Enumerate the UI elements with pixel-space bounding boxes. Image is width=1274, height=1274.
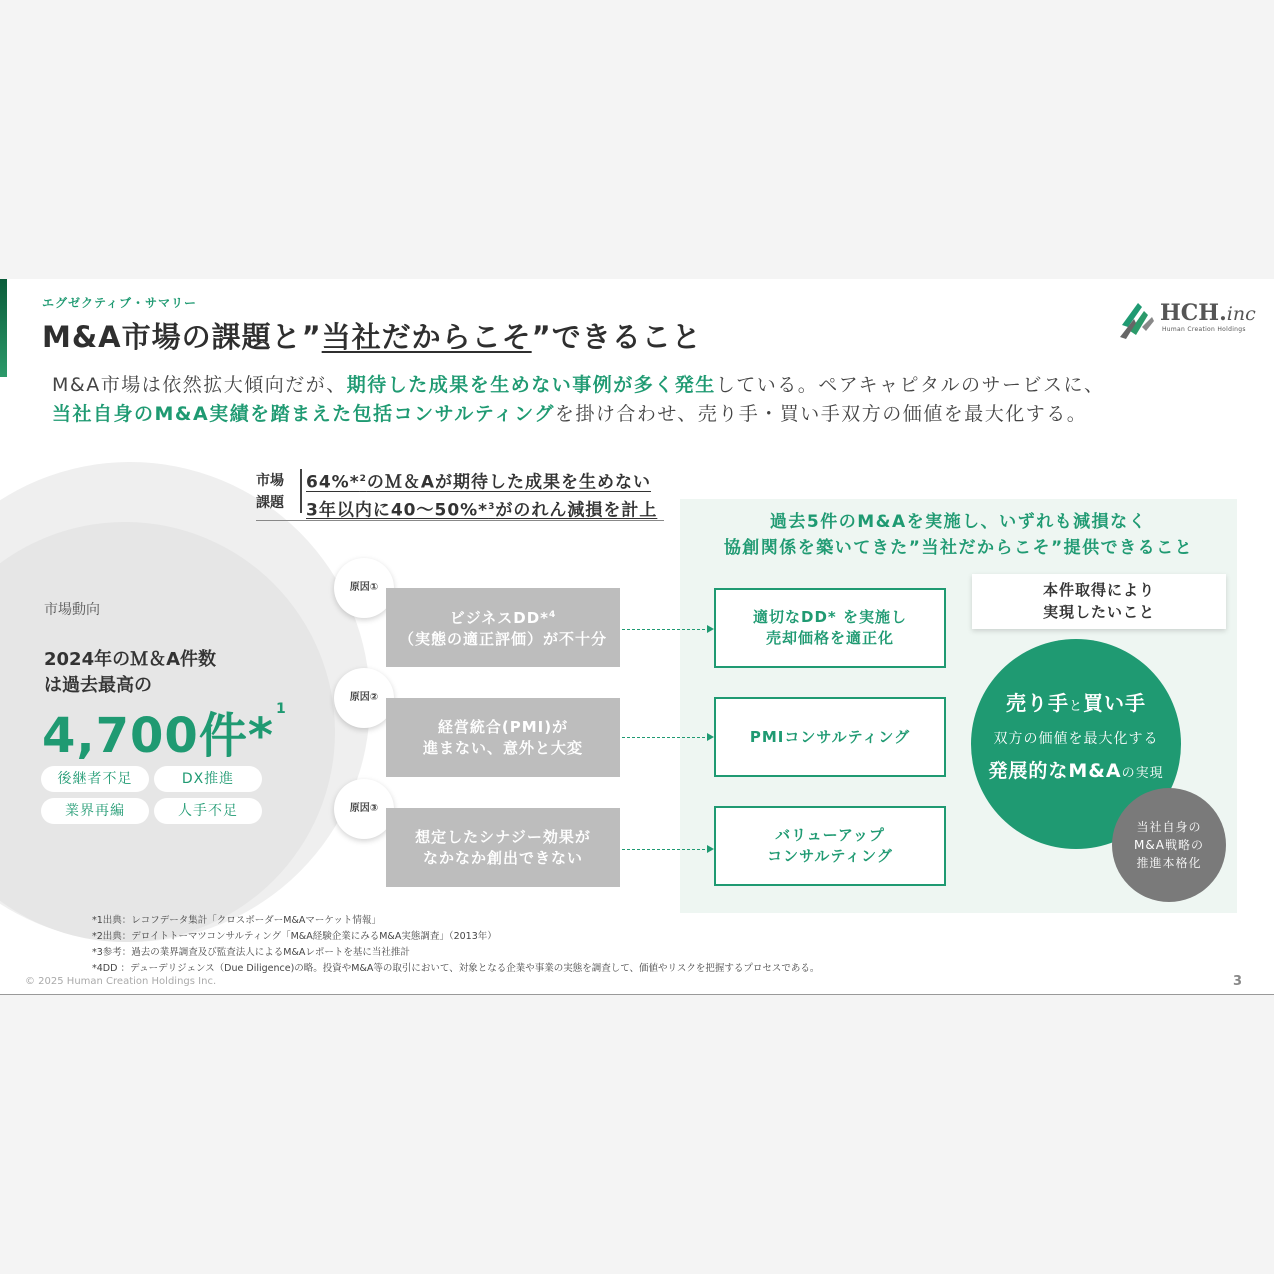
lead-line-2 — [52, 400, 1104, 429]
title-underlined: 当社だからこそ — [321, 320, 532, 354]
cause-2-line-2: 進まない、意外と大変 — [422, 738, 583, 757]
goal-circle-line-2: 双方の価値を最大化する — [993, 731, 1159, 747]
lead-l2-b: を掛け合わせ、売り手・買い手双方の価値を最大化する。 — [554, 403, 1088, 425]
cause-1-line-1 — [386, 605, 620, 629]
logo-name-main: HCH. — [1160, 300, 1227, 326]
cause-1-line-1-text: ビジネスDD* — [449, 609, 550, 627]
issue-label-1: 市場 — [256, 473, 284, 489]
logo-name-suffix: inc — [1226, 303, 1256, 325]
copyright: © 2025 Human Creation Holdings Inc. — [25, 976, 217, 987]
lead-l1-b: している。ペアキャピタルのサービスに、 — [715, 374, 1105, 396]
accent-bar — [0, 279, 7, 377]
solution-heading-1: 過去5件のM&Aを実施し、いずれも減損なく — [769, 512, 1148, 532]
cause-tag-2: 原因② — [334, 668, 394, 728]
title-pre: M&A市場の課題と” — [42, 320, 322, 354]
issue-label — [256, 470, 284, 514]
cause-box-3 — [386, 808, 620, 887]
issue-line-1 — [306, 467, 657, 495]
market-text — [44, 647, 216, 699]
cause-box-2 — [386, 698, 620, 777]
title-post: ”できること — [531, 320, 702, 354]
tag-pill: 人手不足 — [154, 798, 262, 824]
issue-divider — [300, 469, 302, 513]
market-line-1: 2024年のＭ＆A件数 — [44, 649, 217, 670]
lead-l2-highlight: 当社自身のM&A実績を踏まえた包括コンサルティング — [52, 403, 555, 425]
footnotes — [92, 913, 819, 977]
strategy-line-3: 推進本格化 — [1136, 856, 1202, 870]
goal-ma-text: 発展的なM&A — [988, 760, 1122, 782]
strategy-line-2: M&A戦略の — [1134, 838, 1204, 852]
issue-rule — [256, 520, 664, 521]
issue-l2-b: がのれん減損を計上 — [495, 500, 658, 521]
logo-mark-icon — [1118, 297, 1158, 341]
lead-l1-highlight: 期待した成果を生めない事例が多く発生 — [346, 374, 716, 396]
cause-3-line-1: 想定したシナジー効果が — [415, 827, 591, 846]
arrow-2 — [622, 737, 710, 738]
slide — [0, 279, 1274, 995]
cause-tag-3: 原因③ — [334, 779, 394, 839]
goal-circle-line-3 — [971, 756, 1181, 783]
page-title — [42, 315, 702, 356]
issue-l2-sup: 3 — [488, 501, 496, 512]
solution-1-line-1: 適切なDD* を実施し — [753, 608, 907, 626]
market-label: 市場動向 — [44, 602, 100, 618]
solution-box-1 — [714, 588, 946, 668]
cause-1-line-2: （実態の適正評価）が不十分 — [398, 630, 607, 648]
issue-line-2 — [306, 495, 657, 523]
section-label: エグゼクティブ・サマリー — [42, 296, 198, 310]
issue-l2-a: 3年以内に40～50%* — [306, 500, 489, 521]
market-number-note: 1 — [275, 701, 287, 717]
goal-line-1: 本件取得により — [1042, 581, 1155, 599]
issue-l1-a: 64%* — [306, 472, 360, 493]
cause-3-line-2: なかなか創出できない — [422, 848, 583, 867]
goal-box — [972, 574, 1226, 629]
solution-3-line-2: コンサルティング — [767, 847, 893, 865]
footnote: *4DD ：デューデリジェンス（Due Diligence)の略。投資やM&A等の取引において、対象となる企業や事業の実態を調査して、価値やリスクを把握するプロセスである。 — [92, 963, 820, 974]
solution-heading-2: 協創関係を築いてきた”当社だからこそ”提供できること — [723, 538, 1194, 558]
solution-1-line-2: 売却価格を適正化 — [765, 629, 894, 647]
cause-box-1 — [386, 588, 620, 667]
issue-l1-b: のＭ＆Aが期待した成果を生めない — [366, 472, 652, 493]
strategy-line-1: 当社自身の — [1136, 820, 1202, 834]
solution-heading — [680, 509, 1237, 561]
lead-text — [52, 371, 1104, 429]
bottom-rule — [0, 994, 1274, 995]
buyer-text: 買い手 — [1083, 691, 1146, 715]
cause-2-line-1: 経営統合(PMI)が — [437, 717, 569, 736]
goal-line-2: 実現したいこと — [1042, 603, 1155, 621]
strategy-circle — [1112, 788, 1226, 902]
and-text: と — [1068, 699, 1083, 714]
arrow-1 — [622, 629, 710, 630]
footnote: *3参考：過去の業界調査及び監査法人によるM&Aレポートを基に当社推計 — [92, 947, 410, 958]
tag-pill: 後継者不足 — [41, 766, 149, 792]
goal-ma-suffix: の実現 — [1121, 766, 1164, 781]
issue-l1-sup: 2 — [359, 474, 367, 484]
solution-3-line-1: バリューアップ — [775, 826, 885, 844]
market-line-2: は過去最高の — [44, 675, 152, 696]
lead-line-1 — [52, 371, 1104, 400]
cause-1-sup: 4 — [549, 610, 557, 620]
solution-2-line-1: PMIコンサルティング — [749, 727, 911, 746]
issue-lines — [306, 467, 657, 522]
logo-name — [1160, 300, 1256, 326]
market-number-value: 4,700件* — [42, 708, 274, 764]
footnote: *2出典：デロイトトーマツコンサルティング「M&A経験企業にみるM&A実態調査」（2013年） — [92, 931, 497, 942]
company-logo — [1118, 297, 1258, 341]
market-number — [42, 697, 287, 766]
tag-pill: DX推進 — [154, 766, 262, 792]
page-number: 3 — [1233, 974, 1243, 989]
solution-box-3 — [714, 806, 946, 886]
lead-l1-a: M&A市場は依然拡大傾向だが、 — [52, 374, 347, 396]
tag-pill: 業界再編 — [41, 798, 149, 824]
goal-circle-line-1 — [971, 687, 1181, 716]
issue-label-2: 課題 — [256, 495, 284, 511]
footnote: *1出典：レコフデータ集計「クロスボーダーM&Aマーケット情報」 — [92, 915, 381, 926]
cause-tag-1: 原因① — [334, 558, 394, 618]
seller-text: 売り手 — [1005, 691, 1069, 715]
solution-box-2 — [714, 697, 946, 777]
logo-subtitle: Human Creation Holdings — [1162, 326, 1246, 333]
arrow-3 — [622, 849, 710, 850]
